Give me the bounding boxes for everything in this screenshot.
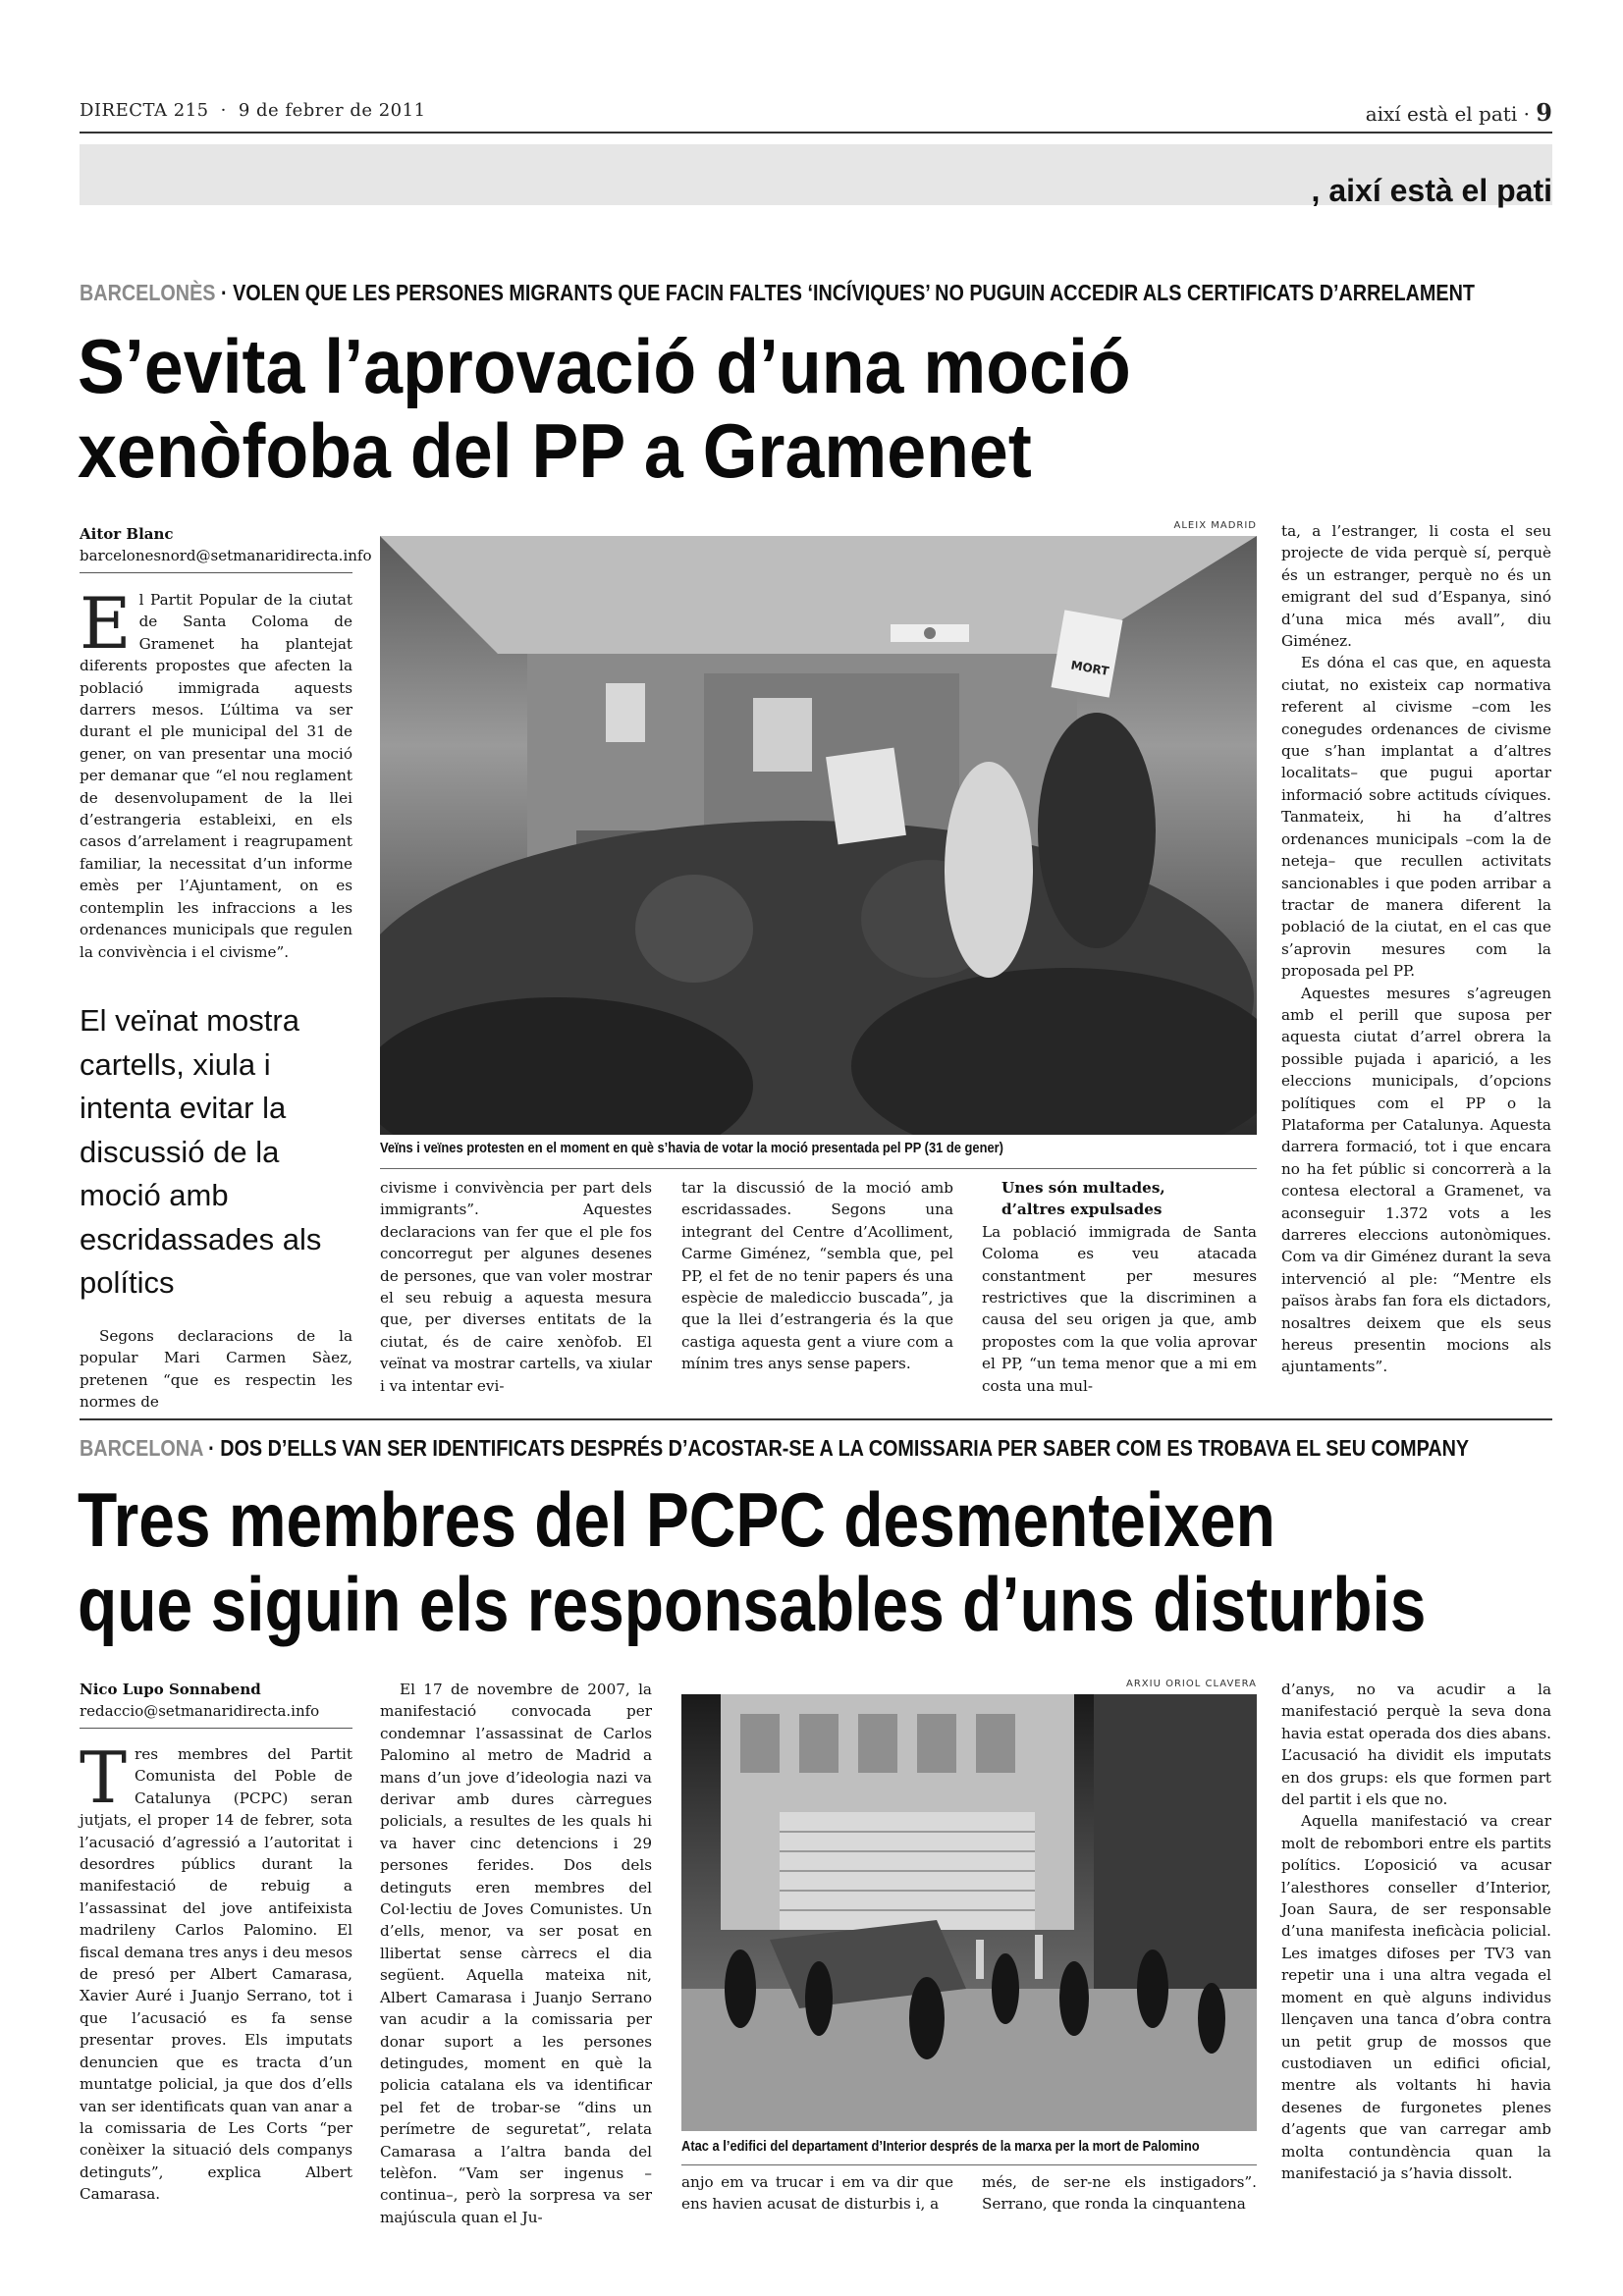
article1-email: barcelonesnord@setmanaridirecta.info <box>80 547 372 564</box>
page-number: 9 <box>1536 98 1552 127</box>
article2-dropcap: T <box>80 1736 128 1819</box>
article1-photo-credit: ALEIX MADRID <box>1173 520 1257 531</box>
article2-email: redaccio@setmanaridirecta.info <box>80 1702 320 1720</box>
article2-col5-paragraph-2: Aquella manifestació va crear molt de rebombori entre els partits polítics. L’oposició va acusar l’alesthores conseller d’Interior, Joan Saura, de ser responsable d’una manifesta ineficàcia policial. Les imatges difoses per TV3 van repetir una i una altra vegada el moment en què alguns individus llençaven una tanca d’obra contra un petit grup de mossos que custodiaven un edifici oficial, mentre als voltants hi havia desenes de furgonetes plenes d’agents que van carregar amb molta contundència quan la manifestació ja s’havia dissolt. <box>1281 1812 1551 2182</box>
article1-column-4 <box>982 1177 1257 1397</box>
article1-headline <box>78 324 1131 493</box>
article1-byline <box>80 523 372 566</box>
article1-byline-rule <box>80 572 352 573</box>
article-separator <box>80 1418 1552 1420</box>
protest-sign-text: MORT <box>1069 658 1110 679</box>
article2-kicker-place: BARCELONA <box>80 1435 203 1461</box>
publication-name: DIRECTA 215 <box>80 100 209 121</box>
article1-column-3 <box>681 1177 953 1375</box>
article2-column-2 <box>380 1679 652 2228</box>
article1-col1-tail-paragraph: Segons declaracions de la popular Mari Carmen Sàez, pretenen “que es respectin les normes de <box>80 1327 352 1412</box>
article2-col3-paragraph: anjo em va trucar i em va dir que ens havien acusat de disturbis i, a <box>681 2173 953 2214</box>
article1-kicker-text: VOLEN QUE LES PERSONES MIGRANTS QUE FACIN FALTES ‘INCÍVIQUES’ NO PUGUIN ACCEDIR ALS CERTIFICATS D’ARRELAMENT <box>233 280 1475 305</box>
article1-column-1 <box>80 582 352 963</box>
article1-headline-line2: xenòfoba del PP a Gramenet <box>78 407 1032 494</box>
article1-pullquote: El veïnat mostra cartells, xiula i intenta evitar la discussió de la moció amb escridassades als polítics <box>80 1003 322 1300</box>
article1-author: Aitor Blanc <box>80 525 174 543</box>
article2-column-1 <box>80 1736 352 2206</box>
article1-col2-paragraph: civisme i convivència per part dels immigrants”. Aquestes declaracions van fer que el ple fos concorregut per algunes desenes de persones, que van voler mostrar el seu rebuig a aquesta mesura que, per diverses entitats de la ciutat, és de caire xenòfob. El veïnat va mostrar cartells, va xiular i va intentar evi- <box>380 1179 652 1395</box>
article1-photo <box>380 536 1257 1135</box>
article1-subhead-line1: Unes són multades, <box>1001 1179 1165 1197</box>
article1-photo-caption: Veïns i veïnes protesten en el moment en què s’havia de votar la moció presentada pel PP (31 de gener) <box>380 1140 1003 1156</box>
section-band-label: , així està el pati <box>1311 173 1552 208</box>
article1-col4-paragraph: La població immigrada de Santa Coloma es veu atacada constantment per mesures restrictives que la discriminen a causa del seu origen ja que, amb propostes com la que volia aprovar el PP, “un tema menor que a mi em costa una mul- <box>982 1222 1257 1395</box>
article2-lead-paragraph: res membres del Partit Comunista del Poble de Catalunya (PCPC) seran jutjats, el proper 14 de febrer, sota l’acusació d’agressió a l’autoritat i desordres públics durant la manifestació de rebuig a l’assassinat del jove antifeixista madrileny Carlos Palomino. El fiscal demana tres anys i deu mesos de presó per Albert Camarasa, Xavier Auré i Juanjo Serrano, tot i que l’acusació es fa sense presentar proves. Els imputats denuncien que es tracta d’un muntatge policial, ja que dos d’ells van ser identificats quan van anar a la comissaria de Les Corts “per conèixer la situació dels companys detinguts”, explica Albert Camarasa. <box>80 1745 352 2204</box>
article2-photo-credit: ARXIU ORIOL CLAVERA <box>1125 1679 1257 1689</box>
section-name: així està el pati <box>1365 102 1518 126</box>
article1-dropcap: E <box>80 582 132 665</box>
article2-col2-paragraph: El 17 de novembre de 2007, la manifestació convocada per condemnar l’assassinat de Carlos Palomino al metro de Madrid a mans d’un jove d’ideologia nazi va derivar amb dures càrregues policials, a resultes de les quals hi va haver cinc detencions i 29 persones ferides. Dos dels detinguts eren membres del Col·lectiu de Joves Comunistes. Un d’ells, menor, va ser posat en llibertat sense càrrecs el dia següent. Aquella mateixa nit, Albert Camarasa i Juanjo Serrano van acudir a la comissaria per donar suport a les persones detingudes, moment en què la policia catalana els va identificar pel fet de trobar-se “dins un perímetre de seguretat”, relata Camarasa a l’altra banda del telèfon. “Vam ser ingenus –continua–, però la sorpresa va ser majúscula quan el Ju- <box>380 1681 652 2226</box>
article2-column-3 <box>681 2171 953 2216</box>
article2-column-4 <box>982 2171 1257 2216</box>
folio-right: així està el pati · 9 <box>1365 98 1552 127</box>
issue-date: 9 de febrer de 2011 <box>238 100 426 121</box>
article2-photo-caption: Atac a l’edifici del departament d’Interior després de la marxa per la mort de Palomino <box>681 2138 1200 2155</box>
article1-col5-paragraph-3: Aquestes mesures s’agreugen amb el perill que suposa per aquesta ciutat d’arrel obrera la possible pujada i aparició, a les eleccions municipals, d’opcions polítiques com el PP o la Plataforma per Catalunya. Aquesta darrera formació, tot i que encara no ha fet públic si concorrerà a la contesa electoral a Gramenet, va aconseguir 1.372 vots a les darreres eleccions autonòmiques. Com va dir Giménez durant la seva intervenció al ple: “Mentre els països àrabs fan fora els dictadors, nosaltres deixem que els seus hereus presentin mocions als ajuntaments”. <box>1281 984 1551 1376</box>
article1-column-5 <box>1281 520 1551 1378</box>
article1-col5-paragraph-2: Es dóna el cas que, en aquesta ciutat, no existeix cap normativa referent al civisme –com les conegudes ordenances de civisme que s’han implantat a d’altres localitats– que pugui aportar informació sobre actituds cíviques. Tanmateix, hi ha d’altres ordenances municipals –com la de neteja– que recullen activitats sancionables i que poden arribar a tractar de manera diferent la població de la ciutat, en el cas que s’aprovin mesures com la proposada pel PP. <box>1281 654 1551 981</box>
article2-caption-rule <box>681 2164 1257 2165</box>
article2-col5-paragraph-1: d’anys, no va acudir a la manifestació perquè la seva dona havia estat operada dos dies abans. L’acusació ha dividit els imputats en dos grups: els que formen part del partit i els que no. <box>1281 1681 1551 1809</box>
article1-lead-paragraph: l Partit Popular de la ciutat de Santa Coloma de Gramenet ha plantejat diferents propostes que afecten la població immigrada aquests darrers mesos. L’última va ser durant el ple municipal del 31 de gener, on van presentar una moció per demanar que “el nou reglament de desenvolupament de la llei d’estrangeria estableixi, en els casos d’arrelament i reagrupament familiar, la necessitat d’un informe emès per l’Ajuntament, on es contemplin les infraccions a les ordenances municipals que regulen la convivència i el civisme”. <box>80 591 352 961</box>
article2-kicker-text: DOS D’ELLS VAN SER IDENTIFICATS DESPRÉS D’ACOSTAR-SE A LA COMISSARIA PER SABER COM ES TROBAVA EL SEU COMPANY <box>220 1435 1470 1461</box>
article1-kicker-place: BARCELONÈS <box>80 280 216 305</box>
article1-column-1-tail <box>80 1325 352 1414</box>
council-chamber-photo <box>380 536 1257 1135</box>
article2-col4-paragraph: més, de ser-ne els instigadors”. Serrano, que ronda la cinquantena <box>982 2173 1257 2214</box>
header-rule <box>80 132 1552 133</box>
article1-kicker: BARCELONÈS · VOLEN QUE LES PERSONES MIGRANTS QUE FACIN FALTES ‘INCÍVIQUES’ NO PUGUIN ACCEDIR ALS CERTIFICATS D’ARRELAMENT <box>80 280 1475 305</box>
article2-headline-line1: Tres membres del PCPC desmenteixen <box>78 1476 1275 1563</box>
article2-headline <box>78 1477 1426 1646</box>
article2-byline-rule <box>80 1728 352 1729</box>
article1-subhead-line2: d’altres expulsades <box>1001 1201 1163 1219</box>
riot-scene-photo <box>681 1694 1257 2131</box>
article1-headline-line1: S’evita l’aprovació d’una moció <box>78 323 1131 409</box>
article2-author: Nico Lupo Sonnabend <box>80 1681 261 1698</box>
article1-column-2 <box>380 1177 652 1397</box>
article2-photo <box>681 1694 1257 2131</box>
article1-col3-paragraph: tar la discussió de la moció amb escridassades. Segons una integrant del Centre d’Acolliment, Carme Giménez, “sembla que, pel PP, el fet de no tenir papers és una espècie de malediccio buscada”, ja que la llei d’estrangeria és la que castiga aquesta gent a viure com a mínim tres anys sense papers. <box>681 1179 953 1373</box>
article2-headline-line2: que siguin els responsables d’uns disturbis <box>78 1561 1427 1647</box>
article1-col5-paragraph-1: ta, a l’estranger, li costa el seu projecte de vida perquè sí, perquè és un estranger, perquè no és un emigrant del sud d’Espanya, sinó d’una mica més avall”, diu Giménez. <box>1281 522 1551 651</box>
folio-left: DIRECTA 215 · 9 de febrer de 2011 <box>80 100 426 121</box>
article2-column-5 <box>1281 1679 1551 2184</box>
article2-kicker: BARCELONA · DOS D’ELLS VAN SER IDENTIFICATS DESPRÉS D’ACOSTAR-SE A LA COMISSARIA PER SABER COM ES TROBAVA EL SEU COMPANY <box>80 1435 1470 1461</box>
article1-caption-rule <box>380 1168 1257 1169</box>
article2-byline <box>80 1679 352 1722</box>
